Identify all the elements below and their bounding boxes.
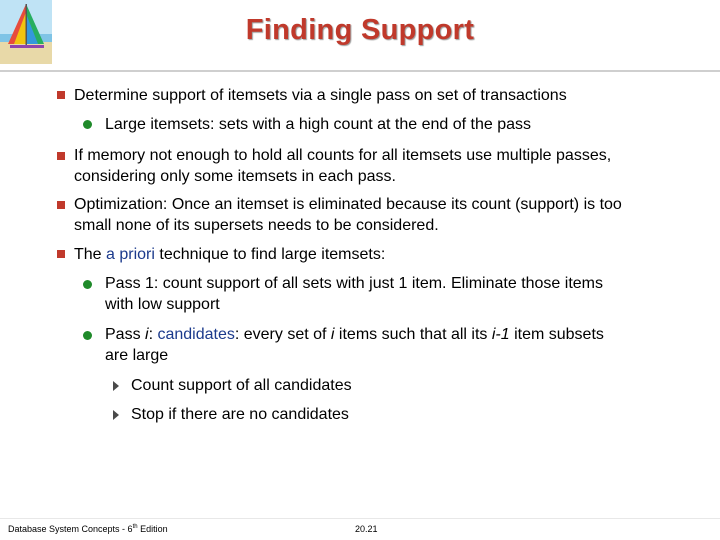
bullet-text <box>74 194 622 236</box>
bullet-line: are large <box>105 347 169 364</box>
level1-bullet <box>57 250 65 258</box>
level2-bullet <box>83 331 92 340</box>
footer-divider <box>0 518 720 519</box>
bullet-line: If memory not enough to hold all counts for all itemsets use multiple passes, <box>74 147 612 164</box>
level1-bullet <box>57 152 65 160</box>
level3-bullet-arrow <box>113 381 119 391</box>
bullet-line: with low support <box>105 296 220 313</box>
highlight-term: candidates <box>157 326 235 343</box>
bullet-text: The a priori technique to find large itemsets: <box>74 246 386 263</box>
bullet-line: Optimization: Once an itemset is eliminated because its count (support) is too <box>74 196 622 213</box>
level2-bullet <box>83 280 92 289</box>
bullet-line: considering only some itemsets in each pass. <box>74 168 396 185</box>
bullet-text <box>74 145 611 187</box>
bullet-text: Determine support of itemsets via a single pass on set of transactions <box>74 87 567 104</box>
slide-title: Finding Support <box>245 14 475 46</box>
bullet-line: small none of its supersets needs to be considered. <box>74 217 439 234</box>
highlight-term: a priori <box>106 246 155 263</box>
title-divider <box>0 70 720 72</box>
bullet-text <box>105 324 604 366</box>
bullet-text <box>105 273 603 315</box>
bullet-line: Pass 1: count support of all sets with just 1 item. Eliminate those items <box>105 275 603 292</box>
level2-bullet <box>83 120 92 129</box>
level1-bullet <box>57 201 65 209</box>
bullet-text: Count support of all candidates <box>131 377 352 394</box>
bullet-line: Pass i: candidates: every set of i items such that all its i-1 item subsets <box>105 326 604 343</box>
level1-bullet <box>57 91 65 99</box>
footer-page-number: 20.21 <box>355 524 378 534</box>
footer-course-title: Database System Concepts - 6th Edition <box>8 524 168 534</box>
level3-bullet-arrow <box>113 410 119 420</box>
bullet-text: Stop if there are no candidates <box>131 406 349 423</box>
bullet-text: Large itemsets: sets with a high count at the end of the pass <box>105 116 532 133</box>
